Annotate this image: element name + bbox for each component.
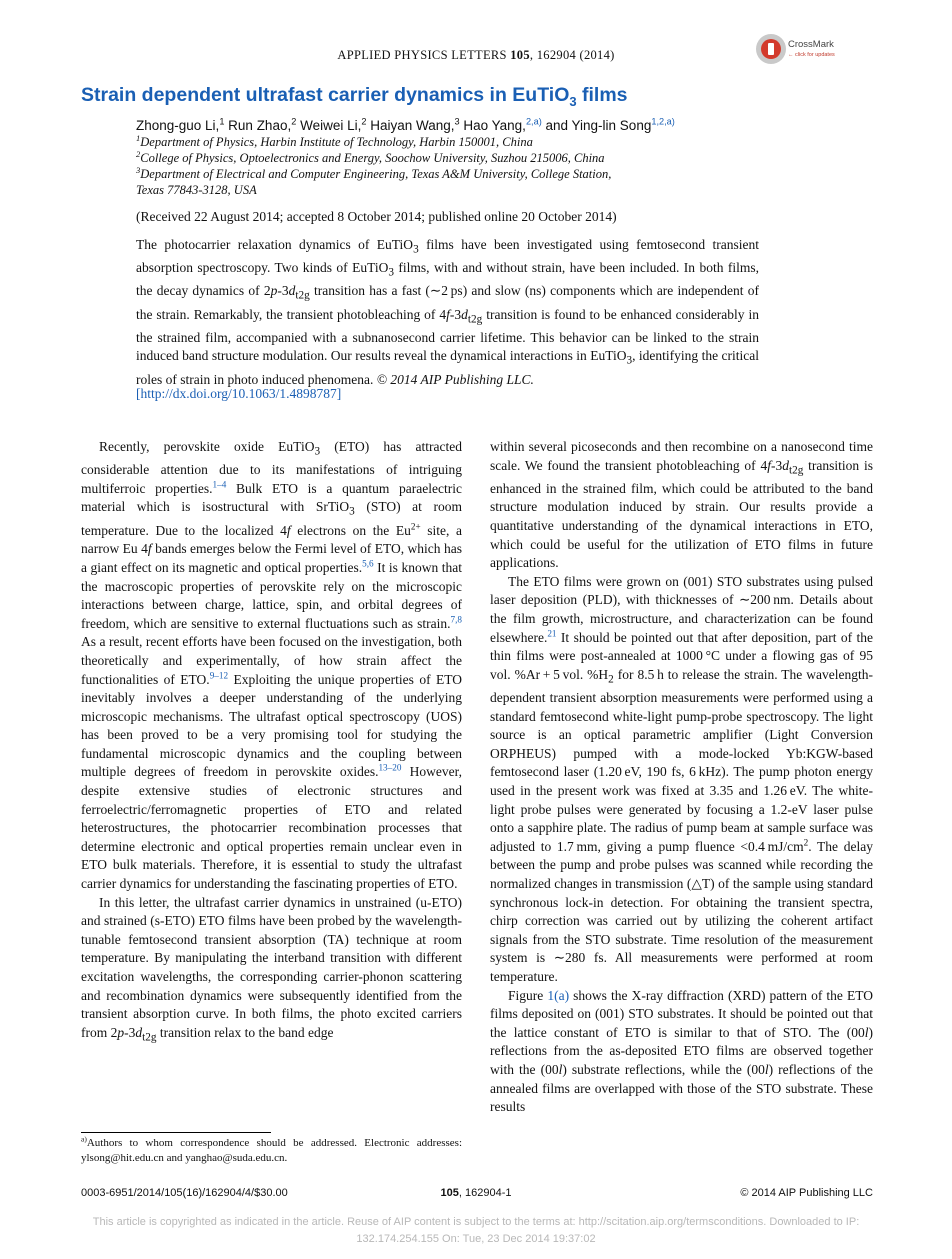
footer-issn: 0003-6951/2014/105(16)/162904/4/$30.00 xyxy=(81,1187,288,1199)
crossmark-label: CrossMark xyxy=(788,39,834,50)
affiliation: Texas 77843-3128, USA xyxy=(136,183,257,197)
affiliation: $^2$College of Physics, Optoelectronics and Energy, Soochow University, Suzhou 215006, China xyxy=(136,148,605,165)
journal-name: APPLIED PHYSICS LETTERS xyxy=(337,48,507,62)
paragraph: In this letter, the ultrafast carrier dynamics in unstrained (u-ETO) and strained (s-ETO) ETO films have been probed by the wavelength-tunable femtosecond transient absorption (TA) technique at room temperature. By manipulating the interband transition with different excitation wavelengths, the corresponding carrier-phonon scattering and recombination dynamics were subsequently identified from the transient absorption curve. In both films, the photo excited carriers from $2p-3d_{t2g}$ transition relax to the band edge xyxy=(81,894,462,1044)
body-column-right xyxy=(490,438,873,1117)
author-note-link[interactable]: 2,a) xyxy=(525,116,542,127)
paragraph: within several picoseconds and then recombine on a nanosecond time scale. We found the transient photobleaching of $4f-3d_{t2g}$ transition is enhanced in the strained film, which could be attributed to the band structure modulation induced by strain. Our results provide a quantitative understanding of the dynamical interactions in ETO, which could be useful for the utilization of ETO films in future applications. xyxy=(490,439,873,571)
received-dates: (Received 22 August 2014; accepted 8 October 2014; published online 20 October 2014) xyxy=(136,209,617,224)
journal-volume: 105 xyxy=(510,48,530,62)
footnote-divider xyxy=(81,1132,271,1133)
crossmark-sublabel: ← click for updates xyxy=(788,52,835,58)
copyright-notice: This article is copyrighted as indicated in the article. Reuse of AIP content is subject to the terms at: http://scitation.aip.org/termsconditions. Downloaded to IP: 132.174.254.155 On: Tue, 23 Dec 2014 19:37:02 xyxy=(92,1216,860,1245)
affiliation: $^3$Department of Electrical and Computer Engineering, Texas A&M University, College Station, xyxy=(136,164,612,181)
body-column-left xyxy=(81,438,462,1047)
author-list: Zhong-guo Li,$^1$ Run Zhao,$^2$ Weiwei Li,$^2$ Haiyan Wang,$^3$ Hao Yang,$^{2,a)}$ and Ying-lin Song$^{1,2,a)}$ xyxy=(136,116,675,133)
footer-copyright: © 2014 AIP Publishing LLC xyxy=(740,1187,873,1199)
crossmark-icon xyxy=(756,34,786,64)
footnote: $^{a)}$Authors to whom correspondence should be addressed. Electronic addresses: ylsong@hit.edu.cn and yanghao@suda.edu.cn. xyxy=(81,1134,462,1164)
crossmark-button[interactable] xyxy=(756,34,836,66)
author-note-link[interactable]: 1,2,a) xyxy=(651,116,675,127)
doi-link[interactable]: [http://dx.doi.org/10.1063/1.4898787] xyxy=(136,386,342,401)
journal-issue: , 162904 (2014) xyxy=(529,48,615,62)
footer-page: 105, 162904-1 xyxy=(440,1187,512,1199)
affiliation: $^1$Department of Physics, Harbin Institute of Technology, Harbin 150001, China xyxy=(136,132,533,149)
paragraph: Recently, perovskite oxide EuTiO$_3$ (ETO) has attracted considerable attention due to its manifestations of intriguing multiferroic properties.$^{1-4}$ Bulk ETO is a quantum paraelectric material which is isostructural with SrTiO$_3$ (STO) at room temperature. Due to the localized 4f electrons on the $Eu^{2+}$ site, a narrow Eu 4f bands emerges below the Fermi level of ETO, which has a giant effect on its magnetic and optical properties.$^{5,6}$ It is known that the macroscopic properties of perovskite rely on the microscopic interactions between charge, lattice, spin, and orbital degrees of freedom, which are sensitive to external fluctuations such as strain.$^{7,8}$ As a result, recent efforts have been focused on the investigation, both theoretically and experimentally, of how strain affect the functionalities of ETO.$^{9-12}$ Exploiting the unique properties of ETO inevitably involves a deeper understanding of the underlying microscopic mechanisms. The ultrafast optical spectroscopy (UOS) has been proved to be a very promising tool for studying the fundamental microscopic dynamics and the coupling between multiple degrees of freedom in perovskite oxides.$^{13-20}$ However, despite extensive studies of electronic structures and ferroelectric/ferromagnetic properties of ETO and related heterostructures, the photocarrier recombination processes that determine electronic and optical properties remain unclear even in ETO bulk materials. Therefore, it is essential to study the ultrafast carrier dynamics for understanding the fascinating properties of ETO. xyxy=(81,439,462,892)
paragraph: The ETO films were grown on (001) STO substrates using pulsed laser deposition (PLD), with thicknesses of ∼200 nm. Details about the film growth, microstructure, and characterization can be found elsewhere.$^{21}$ It should be pointed out that after deposition, part of the thin films were post-annealed at 1000 °C under a flowing gas of 95 vol. %Ar + 5 vol. $\%H_2$ for 8.5 h to release the strain. The wavelength-dependent transient absorption measurements were performed using a standard femtosecond white-light pump-probe spectroscopy. The light source is an optical parametric amplifier (Light Conversion ORPHEUS) pumped with a mode-locked Yb:KGW-based femtosecond laser (1.20 eV, 190 fs, 6 kHz). The pump photon energy used in the present work was fixed at 3.35 and 1.26 eV. The white-light probe pulses were generated by focusing a 1.2-eV laser pulse onto a sapphire plate. The radius of pump beam at sample surface was adjusted to 1.7 mm, giving a pump fluence <0.4 $mJ/cm^2$. The delay between the pump and probe pulses was scanned while recording the normalized changes in transmission (△T) of the sample using standard synchronous lock-in detection. For obtaining the transient spectra, chirp correction was carried out by utilizing the coherent artifact signals from the STO substrate. Time resolution of the measurement system is ∼280 fs. All measurements were performed at room temperature. xyxy=(490,573,873,984)
paragraph: Figure 1(a) shows the X-ray diffraction (XRD) pattern of the ETO films deposited on (001) STO substrates. It should be pointed out that the lattice constant of ETO is similar to that of STO. The (00l) reflections from the as-deposited ETO films are observed together with the (00l) substrate reflections, while the (00l) reflections of the annealed films are overlapped with those of the STO substrate. These results xyxy=(490,987,873,1115)
abstract: The photocarrier relaxation dynamics of EuTiO$_3$ films have been investigated using femtosecond transient absorption spectroscopy. Two kinds of EuTiO$_3$ films, with and without strain, have been included. In both films, the decay dynamics of $2p-3d_{t2g}$ transition has a fast (∼2 ps) and slow (ns) components which are independent of the strain. Remarkably, the transient photobleaching of $4f-3d_{t2g}$ transition is found to be enhanced considerably in the strained film, accompanied with a subnanosecond carrier lifetime. This behavior can be linked to the strain induced band structure modulation. Our results reveal the dynamical interactions in EuTiO$_3$, identifying the critical roles of strain in photo induced phenomena. © 2014 AIP Publishing LLC. xyxy=(136,237,759,387)
article-title: Strain dependent ultrafast carrier dynamics in EuTiO$_3$ films xyxy=(81,84,628,109)
